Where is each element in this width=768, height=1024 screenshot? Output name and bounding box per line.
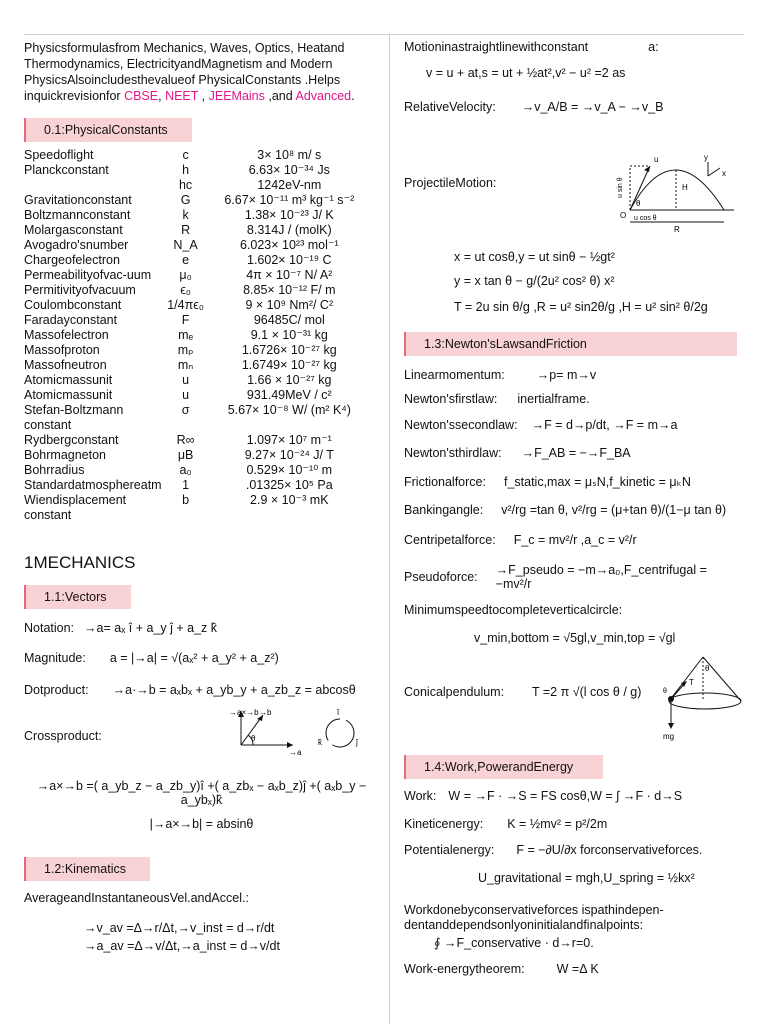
- constant-name: Permeabilityofvac-uum: [24, 268, 152, 282]
- j-label: ĵ: [356, 738, 358, 747]
- constant-name: Bohrradius: [24, 463, 85, 477]
- fric-label: Frictionalforce:: [404, 474, 486, 489]
- constant-row: [24, 208, 369, 223]
- section-vectors: 1.1:Vectors: [24, 585, 131, 609]
- proj-eq3: T = 2u sin θ/g ,R = u² sin2θ/g ,H = u² sin² θ/2g: [454, 300, 708, 314]
- bank-row: [404, 503, 744, 517]
- constant-row: [24, 253, 369, 268]
- constant-symbol: μ₀: [179, 268, 192, 282]
- acc-eq: →a_av =Δ→v/Δt,→a_inst = d→v/dt: [84, 939, 280, 953]
- theta-label-conical: θ: [705, 664, 710, 673]
- constant-name: Atomicmassunit: [24, 373, 113, 387]
- constant-value: 1.38× 10⁻²³ J/ K: [244, 208, 334, 222]
- projectile-diagram: [604, 140, 739, 234]
- centri-eq: F_c = mv²/r ,a_c = v²/r: [513, 533, 637, 547]
- constant-symbol: e: [182, 253, 190, 267]
- third-row: [404, 446, 744, 460]
- constant-name: Gravitationconstant: [24, 193, 132, 207]
- proj-label: ProjectileMotion:: [404, 176, 497, 190]
- advanced-link[interactable]: Advanced: [295, 89, 352, 103]
- relvel-eq: →v_A/B = →v_A − →v_B: [521, 100, 664, 114]
- third-eq: →F_AB = −→F_BA: [521, 446, 631, 460]
- notation-label: Notation:: [24, 621, 75, 635]
- constant-row: [24, 178, 369, 193]
- constant-row: [24, 373, 369, 388]
- conical-eq: T =2 π √(l cos θ / g): [532, 685, 642, 699]
- constant-name: Massofproton: [24, 343, 100, 357]
- constant-symbol: a₀: [179, 463, 192, 477]
- bank-eq: v²/rg =tan θ, v²/rg = (μ+tan θ)/(1−μ tan θ): [501, 503, 727, 517]
- constant-value: 9.27× 10⁻²⁴ J/ T: [244, 448, 334, 462]
- vel-eq: →v_av =Δ→r/Δt,→v_inst = d→r/dt: [84, 921, 275, 935]
- ug-eq: U_gravitational = mgh,U_spring = ½kx²: [478, 871, 695, 885]
- T-label: T: [689, 678, 694, 687]
- constant-value: 8.314J / (molK): [246, 223, 332, 237]
- pe-eq: F = −∂U/∂x forconservativeforces.: [516, 843, 703, 857]
- theta-label-proj: θ: [636, 199, 641, 208]
- constant-row: [24, 448, 369, 463]
- constant-symbol: mₑ: [178, 328, 194, 342]
- lin-eq: →p= m→v: [536, 368, 597, 382]
- constant-name: Avogadro'snumber: [24, 238, 129, 252]
- constant-row: [24, 328, 369, 343]
- ucos-label: u cos θ: [634, 215, 657, 222]
- cons-label: Workdonebyconservativeforces ispathindepen-dentanddependsonlyoninitialandfinalpoints:: [404, 903, 664, 932]
- constant-name: Permitivityofvacuum: [24, 283, 136, 297]
- constant-value: 9 × 10⁹ Nm²/ C²: [245, 298, 334, 312]
- y-label: y: [704, 153, 708, 162]
- constant-row: [24, 283, 369, 298]
- constant-row: [24, 343, 369, 358]
- constant-row: [24, 463, 369, 478]
- constant-value: 1.602× 10⁻¹⁹ C: [247, 253, 332, 267]
- constants-table: [24, 148, 369, 523]
- dot-label: Dotproduct:: [24, 683, 89, 697]
- wet-row: [404, 962, 744, 976]
- usin-label: u sin θ: [617, 177, 624, 198]
- top-rule: [24, 34, 744, 35]
- cross-row: [24, 707, 379, 765]
- u-label: u: [654, 155, 659, 164]
- constant-row: [24, 163, 369, 178]
- constant-symbol: N_A: [173, 238, 198, 252]
- section-kinematics: 1.2:Kinematics: [24, 857, 150, 881]
- constant-value: 6.67× 10⁻¹¹ m³ kg⁻¹ s⁻²: [224, 193, 355, 207]
- pe-label: Potentialenergy:: [404, 843, 495, 857]
- constant-row: [24, 193, 369, 208]
- intro-and: ,and: [268, 89, 293, 103]
- constant-symbol: u: [182, 388, 190, 402]
- constant-row: [24, 268, 369, 283]
- constant-name: [24, 178, 162, 193]
- constant-value: 6.023× 10²³ mol⁻¹: [239, 238, 339, 252]
- i-label: î: [337, 708, 340, 717]
- cross-mag: |→a×→b| = absinθ: [149, 817, 254, 831]
- constant-row: [24, 298, 369, 313]
- constant-name: Bohrmagneton: [24, 448, 107, 462]
- cross-label: Crossproduct:: [24, 729, 102, 743]
- bank-label: Bankingangle:: [404, 503, 484, 517]
- proj-eq1: x = ut cosθ,y = ut sinθ − ½gt²: [454, 250, 615, 264]
- conical-pendulum-diagram: [659, 651, 747, 741]
- constant-symbol: 1/4πϵ₀: [167, 298, 204, 312]
- constant-symbol: ϵ₀: [180, 283, 191, 297]
- notation-row: [24, 621, 379, 635]
- constant-name: Molargasconstant: [24, 223, 123, 237]
- wet-eq: W =Δ K: [556, 962, 599, 976]
- section-work: 1.4:Work,PowerandEnergy: [404, 755, 603, 779]
- cross-diagram: [229, 707, 302, 757]
- constant-value: 4π × 10⁻⁷ N/ A²: [246, 268, 333, 282]
- constant-name: Speedoflight: [24, 148, 94, 162]
- work-eq: W = →F · →S = FS cosθ,W = ∫ →F · d→S: [448, 789, 683, 803]
- ke-row: [404, 817, 744, 831]
- constant-row: [24, 238, 369, 253]
- fric-row: [404, 474, 744, 489]
- constant-symbol: F: [181, 313, 190, 327]
- axb-label: →a×→b: [229, 708, 259, 717]
- left-column: [24, 40, 379, 953]
- constant-symbol: b: [182, 493, 190, 507]
- min-eq: v_min,bottom = √5gl,v_min,top = √gl: [474, 631, 676, 645]
- theta-label-cross: θ: [251, 734, 256, 743]
- constant-name: Stefan-Boltzmann constant: [24, 403, 124, 432]
- intro-text: Physicsformulasfrom Mechanics, Waves, Optics, Heatand Thermodynamics, ElectricityandMagnetism and Modern PhysicsAlsoincludesthevalueof PhysicalConstants .Helps inquickrevisionfor: [24, 41, 345, 103]
- constant-symbol: mₚ: [177, 343, 194, 357]
- constant-name: Wiendisplacement constant: [24, 493, 127, 522]
- jee-link[interactable]: JEEMains: [208, 89, 265, 103]
- magnitude-eq: a = |→a| = √(aₓ² + a_y² + a_z²): [109, 651, 279, 665]
- relvel-row: [404, 100, 744, 114]
- cross-eq: →a×→b =( a_yb_z − a_zb_y)î +( a_zbₓ − aₓb_z)ĵ +( aₓb_y − a_ybₓ)k̂: [36, 779, 367, 807]
- centri-row: [404, 533, 744, 547]
- neet-link[interactable]: NEET: [165, 89, 199, 103]
- constant-row: [24, 493, 369, 523]
- constant-value: .01325× 10⁵ Pa: [245, 478, 333, 492]
- constant-value: 1.6749× 10⁻²⁷ kg: [241, 358, 337, 372]
- O-label: O: [620, 211, 627, 220]
- k-label: k̂: [318, 738, 322, 747]
- constant-symbol: k: [182, 208, 189, 222]
- dot-eq: →a·→b = aₓbₓ + a_yb_y + a_zb_z = abcosθ: [112, 683, 356, 697]
- column-divider: [389, 34, 390, 1024]
- chapter-mechanics: 1MECHANICS: [24, 553, 136, 572]
- fric-eq: f_static,max = μₛN,f_kinetic = μₖN: [503, 475, 691, 489]
- constant-symbol: mₙ: [177, 358, 194, 372]
- b-label: →b: [259, 708, 272, 717]
- notation-eq: →a= aₓ î + a_y ĵ + a_z k̂: [84, 621, 218, 635]
- constant-name: Faradayconstant: [24, 313, 118, 327]
- constant-symbol: hc: [178, 178, 193, 192]
- section-constants: 0.1:PhysicalConstants: [24, 118, 192, 142]
- constant-name: Planckconstant: [24, 163, 109, 177]
- work-label: Work:: [404, 789, 437, 803]
- constant-symbol: h: [182, 163, 190, 177]
- constant-value: 6.63× 10⁻³⁴ Js: [248, 163, 330, 177]
- R-label: R: [674, 225, 680, 234]
- constant-row: [24, 403, 369, 433]
- relvel-label: RelativeVelocity:: [404, 100, 496, 114]
- theta-label-conical-2: θ: [663, 688, 667, 695]
- constant-symbol: σ: [181, 403, 190, 417]
- constant-value: 1.6726× 10⁻²⁷ kg: [241, 343, 337, 357]
- pseudo-eq: →F_pseudo = −m→a₀,F_centrifugal = −mv²/r: [495, 563, 707, 591]
- second-eq: →F = d→p/dt, →F = m→a: [531, 418, 678, 432]
- constant-name: Massofneutron: [24, 358, 107, 372]
- constant-symbol: R: [181, 223, 191, 237]
- cbse-link[interactable]: CBSE: [124, 89, 159, 103]
- proj-eq2: y = x tan θ − g/(2u² cos² θ) x²: [454, 274, 615, 288]
- constant-value: 3× 10⁸ m/ s: [257, 148, 322, 162]
- motion-row: [404, 40, 744, 54]
- right-column: [404, 40, 744, 976]
- projectile-block: [404, 140, 744, 234]
- section-newton: 1.3:Newton'sLawsandFriction: [404, 332, 737, 356]
- constant-value: 96485C/ mol: [253, 313, 325, 327]
- constant-value: 931.49MeV / c²: [246, 388, 332, 402]
- third-label: Newton'sthirdlaw:: [404, 446, 502, 460]
- cons-eq: ∮ →F_conservative · d→r=0.: [434, 936, 594, 950]
- a-label: →a: [289, 748, 302, 757]
- constant-name: Rydbergconstant: [24, 433, 119, 447]
- constant-symbol: μB: [177, 448, 194, 462]
- constant-name: Coulombconstant: [24, 298, 122, 312]
- constant-value: 1.097× 10⁷ m⁻¹: [246, 433, 332, 447]
- lin-label: Linearmomentum:: [404, 368, 505, 382]
- pe-row: [404, 843, 744, 857]
- constant-row: [24, 433, 369, 448]
- H-label: H: [682, 183, 688, 192]
- constant-value: 0.529× 10⁻¹⁰ m: [246, 463, 333, 477]
- x-label: x: [722, 169, 726, 178]
- work-row: [404, 789, 744, 803]
- constant-symbol: R∞: [176, 433, 195, 447]
- constant-symbol: G: [180, 193, 191, 207]
- first-label: Newton'sfirstlaw:: [404, 392, 498, 406]
- motion-label: Motioninastraightlinewithconstant: [404, 40, 589, 54]
- lin-row: [404, 368, 744, 382]
- second-label: Newton'ssecondlaw:: [404, 418, 518, 432]
- conical-block: [404, 651, 744, 741]
- constant-symbol: u: [182, 373, 190, 387]
- intro-paragraph: Physicsformulasfrom Mechanics, Waves, Optics, Heatand Thermodynamics, ElectricityandMagnetism and Modern PhysicsAlsoincludesthevalueof PhysicalConstants .Helps inquickrevisionfor CBSE, NEET , JEEMains ,and Advanced.: [24, 41, 355, 103]
- second-row: [404, 418, 744, 432]
- min-label: Minimumspeedtocompleteverticalcircle:: [404, 603, 623, 617]
- ke-label: Kineticenergy:: [404, 817, 484, 831]
- constant-value: 5.67× 10⁻⁸ W/ (m² K⁴): [227, 403, 351, 417]
- pseudo-label: Pseudoforce:: [404, 570, 478, 584]
- wet-label: Work-energytheorem:: [404, 962, 525, 976]
- mg-label: mg: [663, 732, 675, 741]
- constant-symbol: 1: [182, 478, 190, 492]
- constant-row: [24, 388, 369, 403]
- magnitude-row: [24, 651, 379, 665]
- constant-row: [24, 313, 369, 328]
- constant-value: 1.66 × 10⁻²⁷ kg: [247, 373, 332, 387]
- pseudo-row: [404, 563, 744, 591]
- first-eq: inertialframe.: [517, 392, 590, 406]
- conical-label: Conicalpendulum:: [404, 685, 505, 699]
- constant-symbol: c: [182, 148, 189, 162]
- constant-name: Atomicmassunit: [24, 388, 113, 402]
- motion-a: a:: [648, 40, 659, 54]
- constant-name: Massofelectron: [24, 328, 109, 342]
- dot-row: [24, 683, 379, 697]
- constant-value: 2.9 × 10⁻³ mK: [250, 493, 329, 507]
- avg-label: AverageandInstantaneousVel.andAccel.:: [24, 891, 249, 905]
- magnitude-label: Magnitude:: [24, 651, 86, 665]
- constant-row: [24, 148, 369, 163]
- intro-end: .: [351, 89, 355, 103]
- constant-row: [24, 358, 369, 373]
- constant-value: 8.85× 10⁻¹² F/ m: [243, 283, 336, 297]
- first-row: [404, 392, 744, 406]
- constant-row: [24, 478, 369, 493]
- constant-value: 9.1 × 10⁻³¹ kg: [250, 328, 328, 342]
- ijk-cycle-diagram: [314, 707, 366, 757]
- motion-eq: v = u + at,s = ut + ½at²,v² − u² =2 as: [426, 66, 626, 80]
- constant-name: Standardatmosphereatm: [24, 478, 162, 492]
- constant-row: [24, 223, 369, 238]
- constant-value: 1242eV-nm: [257, 178, 322, 192]
- centri-label: Centripetalforce:: [404, 533, 496, 547]
- constant-name: Chargeofelectron: [24, 253, 120, 267]
- constant-name: Boltzmannconstant: [24, 208, 131, 222]
- ke-eq: K = ½mv² = p²/2m: [507, 817, 608, 831]
